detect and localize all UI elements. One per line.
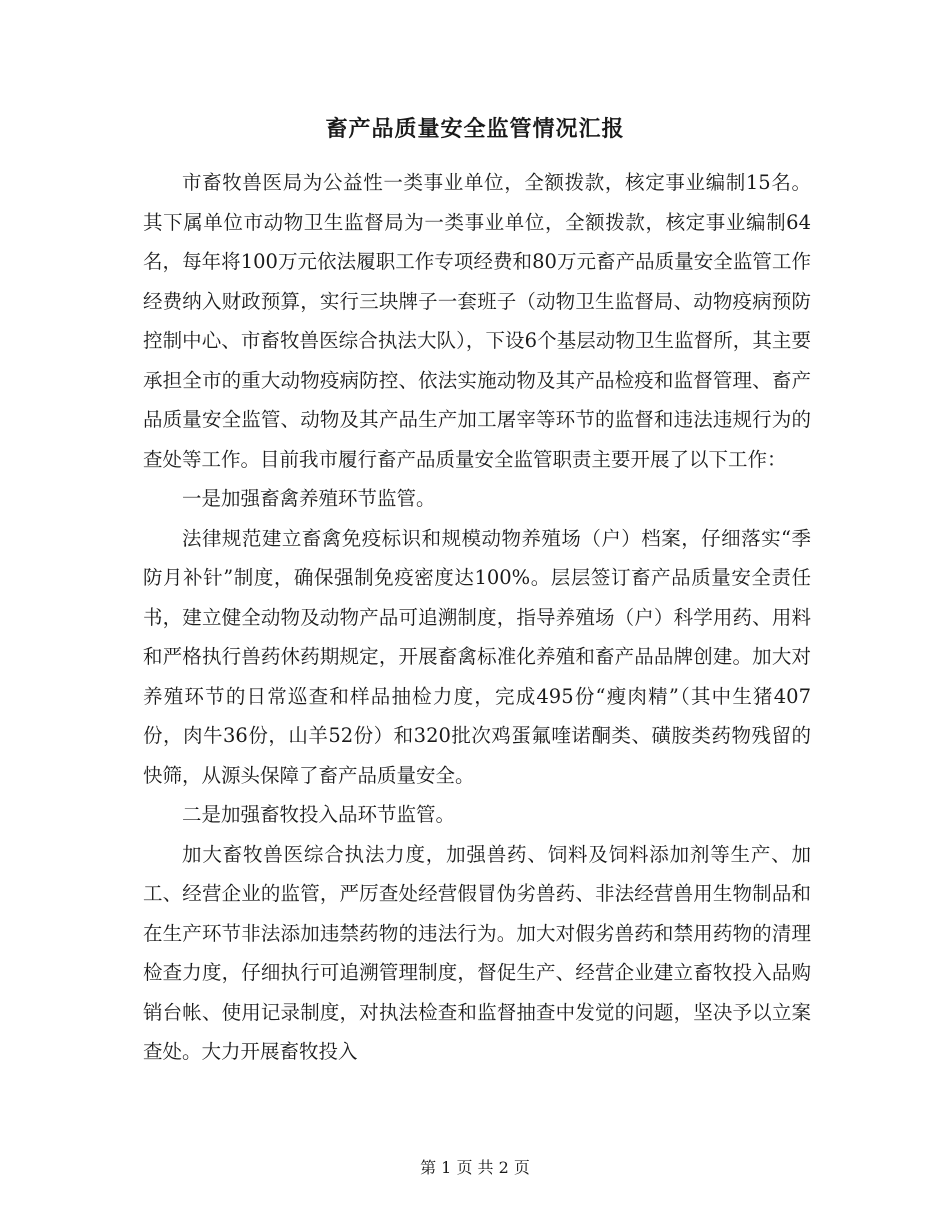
- section-heading-1: 一是加强畜禽养殖环节监管。: [182, 487, 436, 510]
- paragraph-breeding: 法律规范建立畜禽免疫标识和规模动物养殖场（户）档案，仔细落实“季防月补针”制度，确保强制免疫密度达100%。层层签订畜产品质量安全责任书，建立健全动物及动物产品可追溯制度，指导养殖场（户）科学用药、用料和严格执行兽药休药期规定，开展畜禽标准化养殖和畜产品品牌创建。加大对养殖环节的日常巡查和样品抽检力度，完成495份“瘦肉精”（其中生猪407份，肉牛36份，山羊52份）和320批次鸡蛋氟喹诺酮类、磺胺类药物残留的快筛，从源头保障了畜产品质量安全。: [143, 526, 811, 787]
- paragraph-intro: 市畜牧兽医局为公益性一类事业单位，全额拨款，核定事业编制15名。其下属单位市动物卫生监督局为一类事业单位，全额拨款，核定事业编制64名，每年将100万元依法履职工作专项经费和80万元畜产品质量安全监管工作经费纳入财政预算，实行三块牌子一套班子（动物卫生监督局、动物疫病预防控制中心、市畜牧兽医综合执法大队），下设6个基层动物卫生监督所，其主要承担全市的重大动物疫病防控、依法实施动物及其产品检疫和监督管理、畜产品质量安全监管、动物及其产品生产加工屠宰等环节的监督和违法违规行为的查处等工作。目前我市履行畜产品质量安全监管职责主要开展了以下工作：: [143, 171, 811, 471]
- document-title: 畜产品质量安全监管情况汇报: [325, 117, 625, 142]
- section-heading-2: 二是加强畜牧投入品环节监管。: [182, 803, 456, 826]
- document-body: [143, 163, 811, 1072]
- paragraph-inputs: 加大畜牧兽医综合执法力度，加强兽药、饲料及饲料添加剂等生产、加工、经营企业的监管，严厉查处经营假冒伪劣兽药、非法经营兽用生物制品和在生产环节非法添加违禁药物的违法行为。加大对假劣兽药和禁用药物的清理检查力度，仔细执行可追溯管理制度，督促生产、经营企业建立畜牧投入品购销台帐、使用记录制度，对执法检查和监督抽查中发觉的问题，坚决予以立案查处。大力开展畜牧投入: [143, 842, 811, 1063]
- page-footer: 第 1 页 共 2 页: [420, 1158, 530, 1177]
